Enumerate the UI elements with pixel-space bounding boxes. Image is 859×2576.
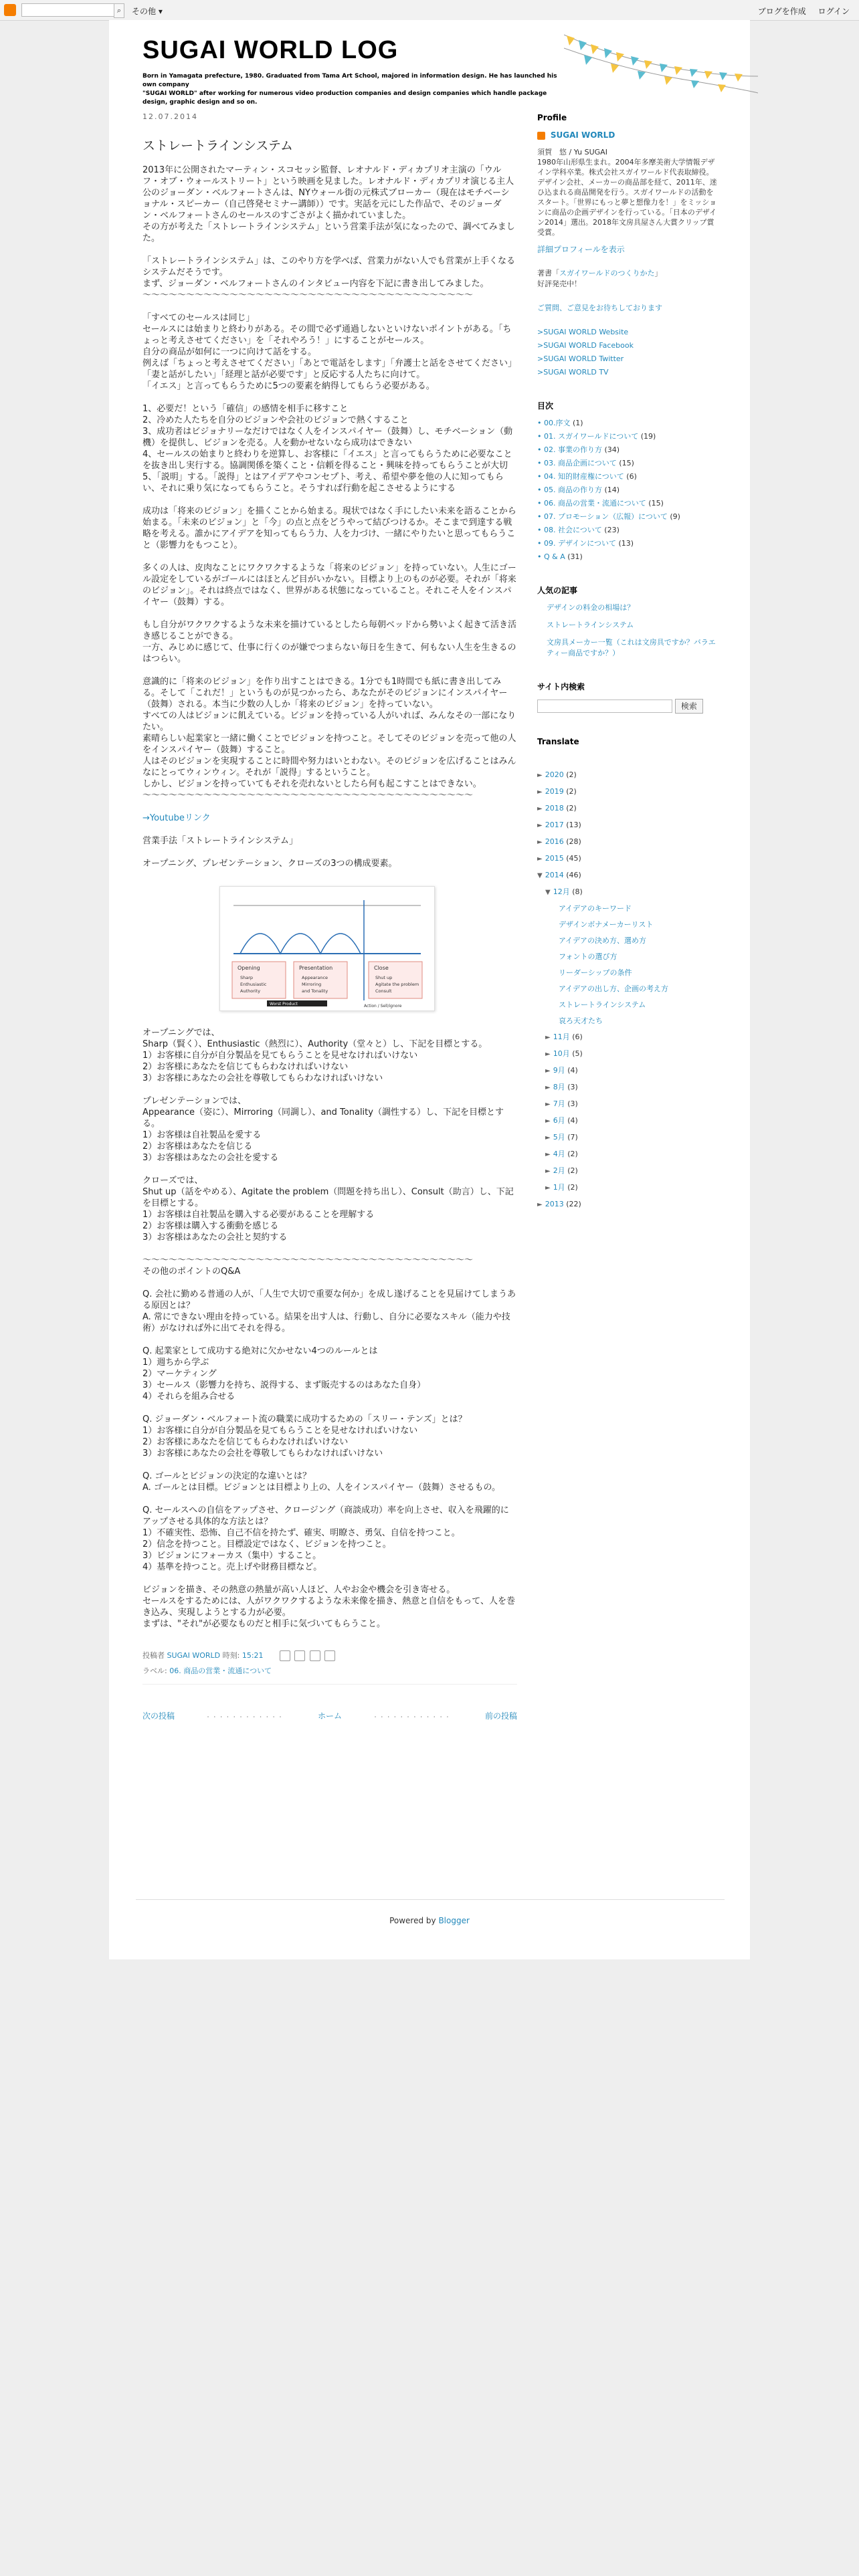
archive-count: (2) [567, 1183, 578, 1192]
navbar-search-input[interactable] [21, 3, 116, 17]
expand-toggle-icon[interactable]: ► [537, 788, 543, 796]
archive-count: (2) [566, 787, 577, 796]
blogger-profile-icon [537, 132, 545, 140]
diagram-caption-right: Action / Sell/ignore [364, 1004, 402, 1008]
diagram-opening-item: Enthusiastic [240, 982, 267, 987]
archive-post-link[interactable]: ストレートラインシステム [559, 1000, 646, 1009]
expand-toggle-icon[interactable]: ► [545, 1051, 551, 1058]
expand-toggle-icon[interactable]: ► [545, 1101, 551, 1108]
youtube-link[interactable]: →Youtubeリンク [142, 813, 211, 823]
powered-by [109, 1916, 750, 1925]
archive-widget [537, 770, 718, 1210]
archive-link[interactable]: 2017 [545, 821, 564, 829]
archive-link[interactable]: 12月 [553, 887, 570, 896]
post-paragraph: クローズでは、 Shut up（話をやめる）、Agitate the problem（問題を持ち出し）、Consult（助言）し、下記を目標とする。 1）お客様は自社製品を購入する必要があることを理解する 2）お客様は購入する衝動を感じる 3）お客様はあなたの会社と契約する [142, 1176, 514, 1243]
bullet-icon: • [537, 432, 544, 441]
archive-count: (2) [566, 770, 577, 779]
external-link[interactable]: >SUGAI WORLD Facebook [537, 341, 634, 350]
blog-description [142, 72, 571, 107]
archive-month [545, 1032, 718, 1043]
archive-month [545, 1065, 718, 1077]
toc-item [537, 552, 718, 562]
archive-post-link[interactable]: アイデアの出し方、企画の考え方 [559, 984, 669, 993]
blog-title[interactable]: SUGAI WORLD LOG [142, 36, 399, 64]
profile-bio: 須賀 悠 / Yu SUGAI 1980年山形県生まれ。2004年多摩美術大学情報デザイン学科卒業。株式会社スガイワールド代表取締役。デザイン会社、メーカーの商品部を経て、2011年、迷ひ込まれる商品開発を行う。スガイワールドの活動をスタート。「世界にもっと夢と想像力を！」をミッションに商品の企画デザインを行っている。「日本のデザイン2014」選出。2018年文房具屋さん大賞クリップ賞受賞。 [537, 148, 717, 237]
expand-toggle-icon[interactable]: ► [545, 1151, 551, 1158]
expand-toggle-icon[interactable]: ► [545, 1134, 551, 1142]
toc-item [537, 498, 718, 509]
post-time-link[interactable]: 15:21 [242, 1651, 264, 1660]
archive-year [537, 853, 718, 865]
archive-link[interactable]: 2015 [545, 854, 564, 863]
archive-link[interactable]: 5月 [553, 1133, 565, 1142]
archive-count: (45) [566, 854, 581, 863]
archive-count: (4) [567, 1066, 578, 1075]
archive-post-link[interactable]: アイデアのキーワード [559, 904, 632, 913]
archive-month [545, 1082, 718, 1093]
expand-toggle-icon[interactable]: ► [545, 1084, 551, 1091]
create-blog-link[interactable]: ブログを作成 [757, 7, 806, 16]
home-link[interactable]: ホーム [317, 1711, 342, 1721]
archive-link[interactable]: 4月 [553, 1150, 565, 1158]
toc-item [537, 418, 718, 429]
page-container [109, 20, 750, 1959]
blog-share-icon[interactable] [294, 1650, 305, 1661]
toc-link[interactable]: 07. プロモーション（広報）について [544, 512, 668, 521]
expand-toggle-icon[interactable]: ► [545, 1184, 551, 1192]
post-paragraph: Q. 起業家として成功する絶対に欠かせない4つのルールとは 1）週ちから学ぶ 2）マーケティング 3）セールス（影響力を持ち、説得する、まず販売するのはあなた自身） 4）それらを組み合せる [142, 1346, 426, 1402]
book-text1: 著書「 [537, 269, 559, 278]
archive-count: (4) [567, 1116, 578, 1125]
archive-month [545, 1132, 718, 1144]
bunting-decoration-icon [564, 29, 758, 103]
post-date: 12.07.2014 [142, 112, 198, 121]
newer-post-link[interactable]: 次の投稿 [142, 1711, 175, 1721]
post-label-link[interactable]: 06. 商品の営業・流通について [169, 1667, 272, 1675]
archive-count: (3) [567, 1099, 578, 1108]
popular-post-link[interactable]: ストレートラインシステム [547, 621, 634, 629]
blogger-navbar [0, 0, 859, 21]
footer-author-prefix: 投稿者 [142, 1651, 165, 1660]
profile-heading: Profile [537, 113, 567, 122]
expand-toggle-icon[interactable]: ▼ [545, 889, 551, 896]
expand-toggle-icon[interactable]: ► [545, 1117, 551, 1125]
post-paragraph: Q. ジョーダン・ベルフォート流の職業に成功するための「スリー・テンズ」とは？ 1）お客様に自分が自分製品を見てもらうことを見せなければいけない 2）お客様にあなたを信じてもらわなければいけない 3）お客様にあなたの会社を尊敬してもらわなければいけない [142, 1414, 467, 1459]
toc-link[interactable]: 00.序文 [544, 419, 571, 427]
toc-item [537, 485, 718, 496]
archive-post-link[interactable]: フォントの選び方 [559, 952, 617, 961]
blog-desc-line2: "SUGAI WORLD" after working for numerous video production companies and design companies which handle package design, graphic design and so on. [142, 90, 547, 106]
toc-item [537, 445, 718, 455]
toc-count: (1) [573, 419, 583, 427]
blog-desc-line1: Born in Yamagata prefecture, 1980. Graduated from Tama Art School, majored in information design. He has launched his own company [142, 73, 557, 88]
toc-count: (15) [648, 499, 664, 508]
toc-item [537, 512, 718, 522]
toc-item [537, 525, 718, 536]
post-paragraph: Q. セールスへの自信をアップさせ、クロージング（商談成功）率を向上させ、収入を飛躍的にアップさせる具体的な方法とは？ 1）不確実性、恐怖、自己不信を持たず、確実、明瞭さ、勇気、自信を持つこと。 2）信念を持つこと。目標設定ではなく、ビジョンを持つこと。 3）ビジョンにフォーカス（集中）すること。 4）基準を持つこと。売上げや財務目標など。 [142, 1505, 509, 1572]
book-promo [537, 268, 718, 290]
archive-month [545, 1099, 718, 1110]
pager-dots: ............ [374, 1710, 453, 1719]
archive-link[interactable]: 2013 [545, 1200, 564, 1208]
diagram-opening-item: Authority [240, 988, 261, 994]
archive-post-link[interactable]: アイデアの決め方、選め方 [559, 936, 647, 945]
pager-dots: ............ [207, 1710, 286, 1719]
archive-month [545, 1182, 718, 1194]
archive-year [537, 1199, 718, 1210]
main-column [142, 107, 517, 1721]
bullet-icon: • [537, 486, 544, 494]
twitter-share-icon[interactable] [310, 1650, 320, 1661]
post-paragraph: 1、必要だ！という「確信」の感情を相手に移すこと 2、冷めた人たちを自分のビジョンや会社のビジョンで熱くすること 3、成功者はビジョナリーなだけではなく人をインスパイヤー（鼓舞）し、モチベーション（動機）を提供し、ビジョンを売る。人を動かせないなら成功はできない 4、セールスの始まりと終わりを逆算し、お客様に「イエス」と言ってもらうために必要なことを抜き出し実行する。協調関係を築くこと・信頼を得ること・興味を持ってもらうことが大切 5、「説明」する。「説得」とはアイデアやコンセプト、考え、希望や夢を他の人に知ってもらい、それに乗り気になってもらうこと。そうすれば行動を起こさせるようにする [142, 404, 513, 494]
footer-time-prefix: 時刻: [222, 1651, 240, 1660]
archive-post-link[interactable]: 哀ろ天才たち [559, 1016, 603, 1025]
post-footer [142, 1650, 517, 1685]
facebook-share-icon[interactable] [324, 1650, 335, 1661]
toc-count: (6) [626, 472, 637, 481]
archive-link[interactable]: 2019 [545, 787, 564, 796]
diagram-presentation-item: Mirroring [302, 982, 322, 987]
expand-toggle-icon[interactable]: ► [537, 805, 543, 813]
bullet-icon: • [537, 512, 544, 521]
older-post-link[interactable]: 前の投稿 [484, 1711, 517, 1721]
translate-heading: Translate [537, 737, 579, 746]
post-paragraph: ビジョンを描き、その熱意の熱量が高い人ほど、人やお金や機会を引き寄せる。 セールスをするためには、人がワクワクするような未来像を描き、熱意と自信をもって、人を巻き込み、実現しようとする力が必要。 まずは、"それ"が必要なものだと相手に気づいてもらうこと。 [142, 1585, 516, 1629]
archive-count: (22) [566, 1200, 581, 1208]
bullet-icon: • [537, 445, 544, 454]
archive-link[interactable]: 1月 [553, 1183, 565, 1192]
bullet-icon: • [537, 552, 544, 561]
archive-link[interactable]: 2018 [545, 804, 564, 813]
archive-count: (13) [566, 821, 581, 829]
archive-link[interactable]: 7月 [553, 1099, 565, 1108]
popular-heading: 人気の記事 [537, 586, 578, 595]
archive-count: (8) [572, 887, 583, 896]
archive-count: (3) [567, 1083, 578, 1091]
expand-toggle-icon[interactable]: ▼ [537, 872, 543, 879]
toc-link[interactable]: 03. 商品企画について [544, 459, 617, 467]
toc-count: (13) [618, 539, 634, 548]
archive-month [545, 1115, 718, 1127]
toc-link[interactable]: Q & A [544, 552, 565, 561]
footer-divider [136, 1899, 725, 1900]
profile-name-link[interactable]: SUGAI WORLD [550, 130, 615, 140]
toc-item [537, 538, 718, 549]
bullet-icon: • [537, 472, 544, 481]
bullet-icon: • [537, 539, 544, 548]
sidebar-search-input[interactable] [537, 700, 672, 713]
archive-year-open [537, 870, 718, 881]
blogger-logo-icon[interactable] [4, 4, 16, 16]
post-title[interactable]: ストレートラインシステム [142, 138, 294, 153]
post-paragraph: 〜〜〜〜〜〜〜〜〜〜〜〜〜〜〜〜〜〜〜〜〜〜〜〜〜〜〜〜〜〜〜〜〜〜〜〜〜〜 その他のポイントのQ&A [142, 1255, 474, 1277]
bullet-icon: • [537, 419, 544, 427]
popular-posts-widget [537, 585, 718, 659]
external-links [537, 327, 718, 378]
diagram-opening-item: Sharp [240, 975, 254, 980]
archive-count: (46) [566, 871, 581, 879]
expand-toggle-icon[interactable]: ► [545, 1034, 551, 1041]
external-link[interactable]: >SUGAI WORLD TV [537, 368, 609, 377]
blogger-link[interactable]: Blogger [438, 1916, 470, 1925]
post-paragraph: 「すべてのセールスは同じ」 セールスには始まりと終わりがある。その間で必ず通過しないといけないポイントがある。「ちょっと考えさせてください」を「それやろう！」にすることがセールス。 自分の商品が如何に一つに向けて話をする。 例えば「ちょっと考えさせてください」「あとで電話をします」「弁護士と話をさせてください」「妻と話がしたい」「経理と話が必要です」と反応する人たちに向けて。 「イエス」と言ってもらうために5つの要素を納得してもらう必要がある。 [142, 313, 517, 391]
expand-toggle-icon[interactable]: ► [537, 855, 543, 863]
archive-link[interactable]: 2014 [545, 871, 564, 879]
toc-count: (34) [604, 445, 620, 454]
archive-post-link[interactable]: リーダーシップの条件 [559, 968, 632, 977]
post-paragraph: オープニングでは、 Sharp（賢く）、Enthusiastic（熱烈に）、Authority（堂々と）し、下記を目標とする。 1）お客様に自分が自分製品を見てもらうことを見せなければいけない 2）お客様にあなたを信じてもらわなければいけない 3）お客様にあなたの会社を尊敬してもらわなければいけない [142, 1028, 488, 1083]
archive-link[interactable]: 11月 [553, 1033, 570, 1041]
expand-toggle-icon[interactable]: ► [537, 1201, 543, 1208]
login-link[interactable]: ログイン [818, 7, 850, 16]
toc-widget [537, 401, 718, 562]
diagram-close-label: Close [374, 965, 389, 971]
post-paragraph: 2013年に公開されたマーティン・スコセッシ監督、レオナルド・ディカプリオ主演の「ウルフ・オブ・ウォールストリート」という映画を見ました。レオナルド・ディカプリオ演じる主人公のジョーダン・ベルフォートさんは、NYウォール街の元株式ブローカー（現在はモチベーショナル・スピーカー（自己啓発セミナー講師））です。実話を元にした作品で、そのジョーダン・ベルフォートさんのセールスのすごさがよく描かれていました。 その方が考えた「ストレートラインシステム」という営業手法が気になったので、調べてみました。 [142, 165, 515, 243]
archive-link[interactable]: 10月 [553, 1049, 570, 1058]
sidebar [537, 107, 718, 1233]
toc-link[interactable]: 06. 商品の営業・流通について [544, 499, 646, 508]
powered-prefix: Powered by [389, 1916, 439, 1925]
navbar-more-menu[interactable]: その他 ▾ [132, 7, 163, 16]
toc-item [537, 458, 718, 469]
archive-count: (2) [566, 804, 577, 813]
diagram-caption-left: Worst Product [270, 1002, 298, 1006]
post-paragraph: 営業手法「ストレートラインシステム」 [142, 836, 298, 846]
contact-link[interactable]: ご質問、ご意見をお待ちしております [537, 304, 662, 312]
popular-post-link[interactable]: デザインの料金の相場は？ [547, 603, 635, 612]
diagram-presentation-item: Appearance [302, 975, 328, 980]
straight-line-diagram [219, 886, 435, 1011]
archive-link[interactable]: 2020 [545, 770, 564, 779]
archive-post-link[interactable]: デザインボナメーカーリスト [559, 920, 654, 929]
post-paragraph: オープニング、プレゼンテーション、クローズの3つの構成要素。 [142, 859, 397, 869]
diagram-opening-label: Opening [237, 965, 260, 971]
book-text2: 」 好評発売中！ [537, 269, 662, 288]
archive-year [537, 820, 718, 831]
archive-year [537, 803, 718, 815]
toc-link[interactable]: 04. 知的財産権について [544, 472, 624, 481]
post-paragraph: 意識的に「将来のビジョン」を作り出すことはできる。1分でも1時間でも紙に書き出してみる。そして「これだ！」というものが見つかったら、あなたがそのビジョンにインスパイヤー（鼓舞）される。本当に少数の人しか「将来のビジョン」を持っていない。 すべての人はビジョンに飢えている。ビジョンを持っている人がいれば、みんなその一部になりたい。 素晴らしい起業家と一緒に働くことでビジョンを持つこと。そしてそのビジョンを売って他の人をインスパイヤー（鼓舞）すること。 人はそのビジョンを実現することに時間や努力はいとわない。そのビジョンを広げることはみんなにとってウィンウィン。それが「説得」するということ。 しかし、ビジョンを持っていてもそれを売れないとしたら何も起こすことはできない。 〜〜〜〜〜〜〜〜〜〜〜〜〜〜〜〜〜〜〜〜〜〜〜〜〜〜〜〜〜〜〜〜〜〜〜〜〜〜 [142, 677, 516, 800]
post-paragraph: 多くの人は、皮肉なことにワクワクするような「将来のビジョン」を持っていない。人生にゴール設定をしているがゴールにはほとんど目がいかない。目標より上のものが必要。それが「将来のビジョン」。それは終点ではなく、世界がある状態になっていること。それこそ人をインスパイヤー（鼓舞）する。 [142, 563, 516, 607]
archive-count: (6) [572, 1033, 583, 1041]
toc-link[interactable]: 09. デザインについて [544, 539, 616, 548]
archive-link[interactable]: 9月 [553, 1066, 565, 1075]
archive-link[interactable]: 2016 [545, 837, 564, 846]
diagram-close-item: Shut up [375, 975, 393, 980]
archive-year [537, 837, 718, 848]
archive-month [545, 1166, 718, 1177]
archive-month [545, 1049, 718, 1060]
archive-count: (28) [566, 837, 581, 846]
expand-toggle-icon[interactable]: ► [545, 1067, 551, 1075]
toc-link[interactable]: 01. スガイワールドについて [544, 432, 639, 441]
diagram-close-item: Agitate the problem [375, 982, 419, 987]
toc-count: (19) [640, 432, 656, 441]
email-share-icon[interactable] [280, 1650, 290, 1661]
toc-count: (15) [619, 459, 634, 467]
expand-toggle-icon[interactable]: ► [537, 822, 543, 829]
diagram-presentation-item: and Tonality [302, 988, 328, 994]
post-paragraph: Q. 会社に勤める普通の人が、「人生で大切で重要な何か」を成し遂げることを見届けてしまうある原因とは？ A. 常にできない理由を持っている。結果を出す人は、行動し、自分に必要なスキル（能力や技術）がなければ外に出てそれを得る。 [142, 1289, 516, 1333]
search-widget [537, 681, 718, 714]
book-link[interactable]: スガイワールドのつくりかた [559, 269, 655, 278]
post-body [142, 165, 517, 869]
profile-more-link[interactable]: 詳細プロフィールを表示 [537, 245, 625, 254]
archive-month [545, 1149, 718, 1160]
expand-toggle-icon[interactable]: ► [545, 1168, 551, 1175]
toc-link[interactable]: 08. 社会について [544, 526, 602, 534]
post-body-continued [142, 1027, 517, 1630]
post-paragraph: プレゼンテーションでは、 Appearance（姿に）、Mirroring（同調し）、and Tonality（調性する）し、下記を目標とする。 1）お客様は自社製品を愛する 2）お客様はあなたを信じる 3）お客様はあなたの会社を愛する [142, 1096, 504, 1163]
toc-count: (31) [567, 552, 583, 561]
navbar-more-label: その他 [132, 7, 157, 16]
toc-item [537, 431, 718, 442]
footer-label-prefix: ラベル: [142, 1667, 167, 1675]
post-paragraph: もし自分がワクワクするような未来を描けているとしたら毎朝ベッドから勢いよく起きて活き活き感じることができる。 一方、みじめに感じて、仕事に行くのが嫌でつまらない毎日を生きて、何もない人生を生きるのはつらい。 [142, 620, 517, 664]
external-link[interactable]: >SUGAI WORLD Twitter [537, 354, 624, 363]
toc-count: (14) [604, 486, 620, 494]
blog-header [142, 29, 731, 106]
post-paragraph: 成功は「将来のビジョン」を描くことから始まる。現状ではなく手にしたい未来を語ることから始まる。「未来のビジョン」と「今」の点と点をどうやって結びつけるか。そこまで到達する戦略を考える。誰かにアイデアを知ってもらう力、人を力づけ、一緒にやりたいと思ってもらうこと（影響力をもつこと）。 [142, 506, 516, 550]
archive-year [537, 770, 718, 781]
sidebar-search-button[interactable]: 検索 [675, 699, 703, 714]
post-paragraph: Q. ゴールとビジョンの決定的な違いとは？ A. ゴールとは目標。ビジョンとは目標より上の、人をインスパイヤー（鼓舞）させるもの。 [142, 1471, 500, 1493]
expand-toggle-icon[interactable]: ► [537, 772, 543, 779]
archive-count: (2) [567, 1166, 578, 1175]
archive-count: (2) [567, 1150, 578, 1158]
bullet-icon: • [537, 459, 544, 467]
archive-link[interactable]: 6月 [553, 1116, 565, 1125]
diagram-presentation-label: Presentation [299, 965, 333, 971]
archive-link[interactable]: 8月 [553, 1083, 565, 1091]
archive-count: (7) [567, 1133, 578, 1142]
archive-month-open [545, 887, 718, 898]
toc-link[interactable]: 05. 商品の作り方 [544, 486, 602, 494]
toc-item [537, 471, 718, 482]
bullet-icon: • [537, 499, 544, 508]
archive-count: (5) [572, 1049, 583, 1058]
blog-pager [142, 1710, 517, 1721]
diagram-close-item: Consult [375, 988, 392, 994]
popular-post-link[interactable]: 文房具メーカー一覧（これは文房具ですか？バラエティー商品ですか？） [547, 638, 716, 657]
bullet-icon: • [537, 526, 544, 534]
toc-count: (23) [604, 526, 619, 534]
external-link[interactable]: >SUGAI WORLD Website [537, 328, 629, 336]
archive-year [537, 786, 718, 798]
navbar-search-icon[interactable]: ⌕ [114, 3, 124, 18]
archive-link[interactable]: 2月 [553, 1166, 565, 1175]
profile-widget [537, 112, 718, 378]
toc-heading: 目次 [537, 401, 554, 411]
post-paragraph: 「ストレートラインシステム」は、このやり方を学べば、営業力がない人でも営業が上手くなるシステムだそうです。 まず、ジョーダン・ベルフォートさんのインタビュー内容を下記に書き出してみました。 〜〜〜〜〜〜〜〜〜〜〜〜〜〜〜〜〜〜〜〜〜〜〜〜〜〜〜〜〜〜〜〜〜〜〜〜〜〜 [142, 256, 515, 300]
toc-count: (9) [670, 512, 680, 521]
search-heading: サイト内検索 [537, 682, 585, 691]
toc-link[interactable]: 02. 事業の作り方 [544, 445, 602, 454]
post-author-link[interactable]: SUGAI WORLD [167, 1651, 221, 1660]
expand-toggle-icon[interactable]: ► [537, 839, 543, 846]
translate-widget [537, 736, 718, 747]
